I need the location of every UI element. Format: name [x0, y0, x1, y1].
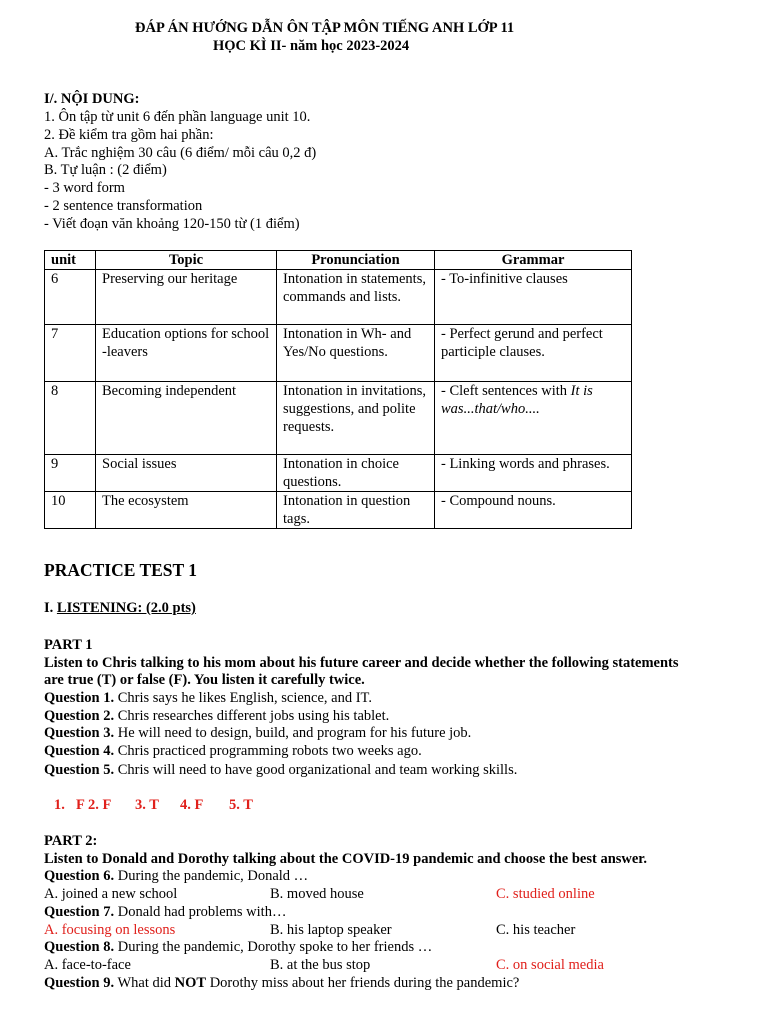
- part1-instruction: Listen to Chris talking to his mom about his future career and decide whether the following statements: [44, 655, 679, 671]
- question-text: Chris will need to have good organizational and team working skills.: [114, 762, 518, 778]
- option-c: C. his teacher: [496, 922, 576, 938]
- cell-pronunciation: Intonation in choice questions.: [277, 455, 435, 492]
- content-line: - Viết đoạn văn khoảng 120-150 từ (1 điểm): [44, 216, 300, 232]
- table-header-row: [45, 251, 632, 270]
- header-unit: unit: [45, 251, 96, 270]
- cell-topic: Education options for school -leavers: [96, 325, 277, 382]
- question-label: Question 7.: [44, 904, 115, 920]
- question-text: Donald had problems with…: [114, 904, 287, 920]
- answer-key: F 2. F: [76, 797, 112, 813]
- cell-pronunciation: Intonation in invitations, suggestions, and polite requests.: [277, 382, 435, 455]
- question-item: [44, 689, 372, 707]
- question-label: Question 2.: [44, 708, 115, 724]
- cell-pronunciation: Intonation in statements, commands and lists.: [277, 270, 435, 325]
- option-b: B. at the bus stop: [270, 957, 371, 973]
- title-line-1: ĐÁP ÁN HƯỚNG DẪN ÔN TẬP MÔN TIẾNG ANH LỚP 11: [135, 20, 515, 36]
- title-line-2: HỌC KÌ II- năm học 2023-2024: [213, 38, 410, 54]
- cell-unit: 6: [45, 270, 96, 325]
- grammar-italic-text: It is was...that/who....: [441, 383, 593, 417]
- question-text: Chris practiced programming robots two weeks ago.: [114, 743, 422, 759]
- content-line: - 2 sentence transformation: [44, 198, 203, 214]
- cell-unit: 10: [45, 492, 96, 529]
- cell-topic: Becoming independent: [96, 382, 277, 455]
- question-item: [44, 742, 422, 760]
- content-line: - 3 word form: [44, 180, 125, 196]
- question-text: What did: [114, 975, 175, 991]
- cell-grammar: - Compound nouns.: [435, 492, 632, 529]
- question-text: Dorothy miss about her friends during the pandemic?: [206, 975, 520, 991]
- cell-pronunciation: Intonation in question tags.: [277, 492, 435, 529]
- question-label: Question 6.: [44, 868, 115, 884]
- section-number: I.: [44, 600, 57, 616]
- question-item: [44, 724, 471, 742]
- table-row: [45, 382, 632, 455]
- answer-key: 5. T: [229, 797, 253, 813]
- content-line: A. Trắc nghiệm 30 câu (6 điểm/ mỗi câu 0,2 đ): [44, 145, 317, 161]
- question-text: During the pandemic, Donald …: [114, 868, 309, 884]
- option-c-correct: C. studied online: [496, 886, 595, 902]
- cell-grammar: - Linking words and phrases.: [435, 455, 632, 492]
- answer-key: 1.: [54, 797, 65, 813]
- question-item: [44, 903, 286, 921]
- question-label: Question 1.: [44, 690, 115, 706]
- header-grammar: Grammar: [435, 251, 632, 270]
- question-item: [44, 938, 432, 956]
- question-item: [44, 761, 517, 779]
- cell-unit: 7: [45, 325, 96, 382]
- part1-label: PART 1: [44, 637, 93, 653]
- table-row: [45, 325, 632, 382]
- header-topic: Topic: [96, 251, 277, 270]
- cell-grammar: [435, 382, 632, 455]
- cell-grammar: - To-infinitive clauses: [435, 270, 632, 325]
- content-heading: I/. NỘI DUNG:: [44, 91, 140, 107]
- option-c-correct: C. on social media: [496, 957, 604, 973]
- cell-topic: Social issues: [96, 455, 277, 492]
- part2-label: PART 2:: [44, 833, 98, 849]
- question-label: Question 5.: [44, 762, 115, 778]
- question-label: Question 9.: [44, 975, 115, 991]
- header-pronunciation: Pronunciation: [277, 251, 435, 270]
- question-text: He will need to design, build, and program for his future job.: [114, 725, 472, 741]
- question-item: [44, 974, 519, 992]
- option-b: B. moved house: [270, 886, 364, 902]
- question-text: Chris says he likes English, science, and IT.: [114, 690, 372, 706]
- content-line: B. Tự luận : (2 điểm): [44, 162, 167, 178]
- cell-topic: Preserving our heritage: [96, 270, 277, 325]
- option-a-correct: A. focusing on lessons: [44, 922, 176, 938]
- question-emphasis: NOT: [174, 975, 207, 991]
- table-row: [45, 492, 632, 529]
- answer-key: 3. T: [135, 797, 159, 813]
- option-a: A. face-to-face: [44, 957, 131, 973]
- syllabus-table: [44, 250, 632, 529]
- cell-unit: 8: [45, 382, 96, 455]
- cell-topic: The ecosystem: [96, 492, 277, 529]
- question-label: Question 8.: [44, 939, 115, 955]
- question-text: Chris researches different jobs using his tablet.: [114, 708, 390, 724]
- content-line: 1. Ôn tập từ unit 6 đến phần language unit 10.: [44, 109, 311, 125]
- part2-instruction: Listen to Donald and Dorothy talking about the COVID-19 pandemic and choose the best answer.: [44, 851, 648, 867]
- grammar-text: - Cleft sentences with: [441, 383, 571, 399]
- question-text: During the pandemic, Dorothy spoke to her friends …: [114, 939, 433, 955]
- listening-section-heading: [44, 599, 196, 617]
- answer-key: 4. F: [180, 797, 204, 813]
- question-label: Question 3.: [44, 725, 115, 741]
- table-row: [45, 270, 632, 325]
- question-item: [44, 867, 308, 885]
- option-a: A. joined a new school: [44, 886, 178, 902]
- cell-grammar: - Perfect gerund and perfect participle clauses.: [435, 325, 632, 382]
- question-label: Question 4.: [44, 743, 115, 759]
- cell-unit: 9: [45, 455, 96, 492]
- question-item: [44, 707, 389, 725]
- option-b: B. his laptop speaker: [270, 922, 392, 938]
- content-line: 2. Đề kiểm tra gồm hai phần:: [44, 127, 214, 143]
- section-label: LISTENING: (2.0 pts): [56, 600, 196, 616]
- part1-instruction: are true (T) or false (F). You listen it carefully twice.: [44, 672, 365, 688]
- practice-test-title: PRACTICE TEST 1: [44, 560, 198, 580]
- table-row: [45, 455, 632, 492]
- cell-pronunciation: Intonation in Wh- and Yes/No questions.: [277, 325, 435, 382]
